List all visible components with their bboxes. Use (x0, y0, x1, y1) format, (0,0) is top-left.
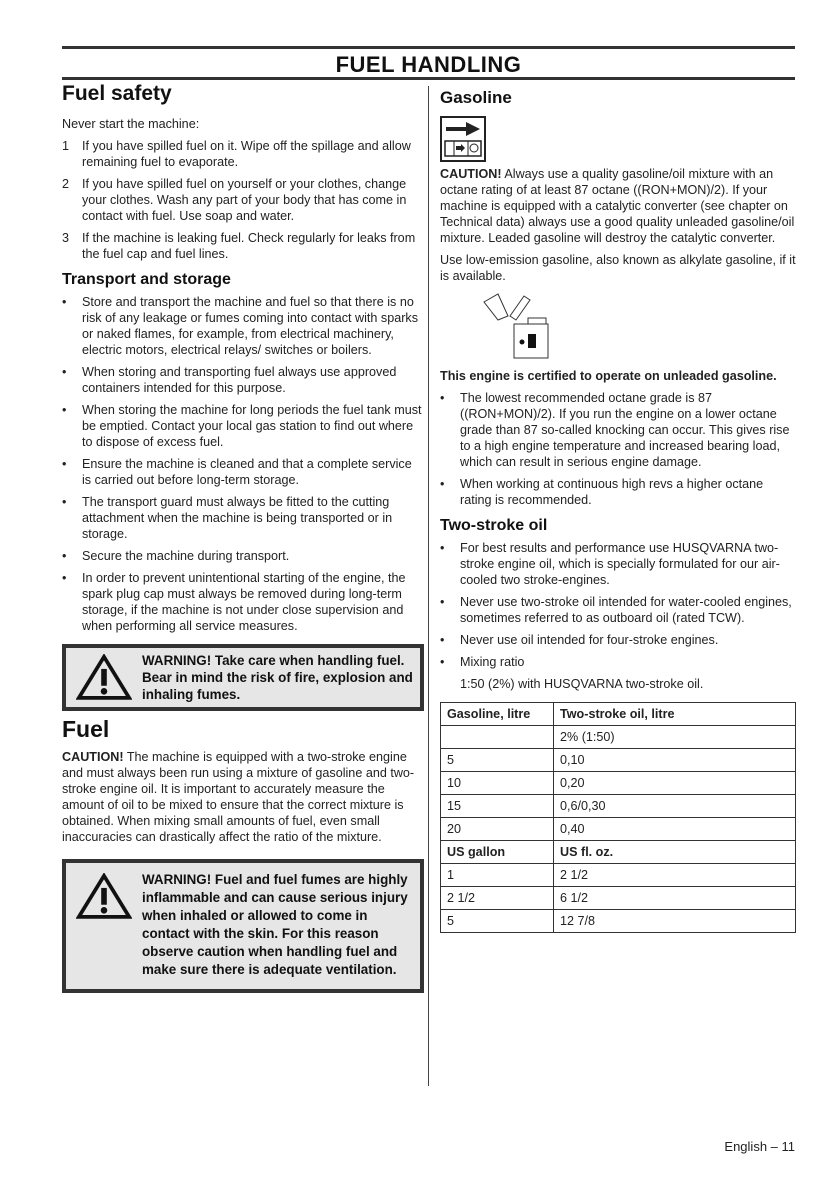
table-row (441, 887, 796, 910)
column-divider (428, 86, 429, 1086)
column-header: US gallon (441, 841, 554, 864)
transport-list (62, 294, 424, 634)
mixing-table (440, 702, 796, 933)
table-cell: 2% (1:50) (554, 726, 796, 749)
bullet: • (62, 495, 67, 509)
table-cell (441, 726, 554, 749)
header-rule-top (62, 46, 795, 49)
caution-label: CAUTION! (440, 167, 502, 181)
fuel-symbol-icon (440, 116, 486, 162)
list-item (440, 632, 796, 648)
table-row (441, 795, 796, 818)
warning-triangle-icon (76, 654, 132, 701)
table-header-row (441, 703, 796, 726)
warning-text: WARNING! Take care when handling fuel. Bear in mind the risk of fire, explosion and inhaling fumes. (142, 653, 413, 702)
fuel-heading: Fuel (62, 716, 110, 742)
bullet: • (62, 549, 67, 563)
table-cell: 2 1/2 (441, 887, 554, 910)
table-cell: 5 (441, 749, 554, 772)
table-cell: 1 (441, 864, 554, 887)
bullet: • (440, 391, 445, 405)
bullet: • (62, 365, 67, 379)
item-text: Ensure the machine is cleaned and that a complete service is carried out before long-term storage. (82, 457, 412, 487)
warning-triangle-icon (76, 873, 132, 920)
transport-heading: Transport and storage (62, 271, 231, 288)
two-stroke-heading: Two-stroke oil (440, 517, 548, 534)
low-emission-text: Use low-emission gasoline, also known as alkylate gasoline, if it is available. (440, 253, 796, 283)
list-item (62, 138, 424, 170)
item-text: When storing and transporting fuel always use approved containers intended for this purpose. (82, 365, 397, 395)
item-text: If the machine is leaking fuel. Check regularly for leaks from the fuel cap and fuel lines. (82, 231, 416, 261)
mixing-ratio-text: 1:50 (2%) with HUSQVARNA two-stroke oil. (460, 677, 704, 691)
item-text: Store and transport the machine and fuel so that there is no risk of any leakage or fumes coming into contact with sparks or naked flames, for example, from electrical machinery, electric motors, electrical relays/ switches or boilers. (82, 295, 418, 357)
table-cell: 20 (441, 818, 554, 841)
list-item (62, 294, 424, 358)
list-item (62, 494, 424, 542)
table-row (441, 818, 796, 841)
table-cell: 6 1/2 (554, 887, 796, 910)
item-text: Never use two-stroke oil intended for water-cooled engines, sometimes referred to as outboard oil (rated TCW). (460, 595, 792, 625)
fuel-safety-list (62, 138, 424, 262)
page-title: FUEL HANDLING (335, 52, 522, 77)
list-item (440, 390, 796, 470)
list-item (440, 594, 796, 626)
fuel-caution (62, 749, 424, 845)
caution-text: The machine is equipped with a two-stroke engine and must always been run using a mixture of gasoline and two-stroke engine oil. It is important to accurately measure the amount of oil to be mixed to ensure that the correct mixture is obtained. When mixing small amounts of fuel, even small inaccuracies can drastically affect the ratio of the mixture. (62, 750, 415, 844)
right-column (440, 90, 796, 933)
table-cell: 0,40 (554, 818, 796, 841)
caution-text: Always use a quality gasoline/oil mixture with an octane rating of at least 87 octane ((RON+MON)/2). If your machine is equipped with a catalytic converter (see chapter on Technical data) always use a good quality unleaded gasoline/oil mixture. Leaded gasoline will destroy the catalytic converter. (440, 167, 795, 245)
item-text: If you have spilled fuel on it. Wipe off the spillage and allow remaining fuel to evaporate. (82, 139, 411, 169)
bullet: • (440, 633, 445, 647)
warning-text: WARNING! Fuel and fuel fumes are highly inflammable and can cause serious injury when inhaled or allowed to come in contact with the skin. For this reason observe caution when handling fuel and make sure there is adequate ventilation. (142, 872, 408, 977)
list-item (440, 476, 796, 508)
page-number: English – 11 (724, 1139, 795, 1154)
gasoline-list (440, 390, 796, 508)
list-item (62, 230, 424, 262)
list-item (62, 364, 424, 396)
gasoline-caution (440, 166, 796, 246)
bullet: • (440, 595, 445, 609)
item-text: In order to prevent unintentional starting of the engine, the spark plug cap must always be removed during long-term storage, if the machine is not under close supervision and when performing all service measures. (82, 571, 406, 633)
item-text: The transport guard must always be fitted to the cutting attachment when the machine is being transported or in storage. (82, 495, 393, 541)
warning-box-fuel-handling (62, 644, 424, 711)
list-item (62, 176, 424, 224)
certified-text: This engine is certified to operate on unleaded gasoline. (440, 369, 777, 383)
list-item (62, 402, 424, 450)
table-cell: 0,20 (554, 772, 796, 795)
item-text: If you have spilled fuel on yourself or your clothes, change your clothes. Wash any part of your body that has come in contact with fuel. Use soap and water. (82, 177, 407, 223)
list-item (440, 540, 796, 588)
item-text: Mixing ratio (460, 655, 525, 669)
list-item (440, 654, 796, 670)
table-cell: 15 (441, 795, 554, 818)
bullet: • (62, 403, 67, 417)
item-text: When storing the machine for long periods the fuel tank must be emptied. Contact your local gas station to find out where to dispose of excess fuel. (82, 403, 422, 449)
two-stroke-list (440, 540, 796, 670)
caution-label: CAUTION! (62, 750, 124, 764)
item-number: 3 (62, 231, 70, 245)
item-text: For best results and performance use HUSQVARNA two-stroke engine oil, which is specially formulated for our air-cooled two stroke-engines. (460, 541, 780, 587)
bullet: • (440, 655, 445, 669)
bullet: • (62, 295, 67, 309)
bullet: • (62, 571, 67, 585)
table-subheader-row (441, 841, 796, 864)
bullet: • (62, 457, 67, 471)
table-row (441, 772, 796, 795)
column-header: Two-stroke oil, litre (554, 703, 796, 726)
column-header: US fl. oz. (554, 841, 796, 864)
list-item (62, 548, 424, 564)
item-text: When working at continuous high revs a higher octane rating is recommended. (460, 477, 764, 507)
warning-box-fumes (62, 859, 424, 993)
table-cell: 0,6/0,30 (554, 795, 796, 818)
table-row (441, 864, 796, 887)
item-text: Secure the machine during transport. (82, 549, 290, 563)
left-column (62, 82, 424, 1003)
bullet: • (440, 477, 445, 491)
table-cell: 12 7/8 (554, 910, 796, 933)
item-text: The lowest recommended octane grade is 87 ((RON+MON)/2). If you run the engine on a lower octane grade than 87 so-called knocking can occur. This gives rise to a high engine temperature and increased bearing load, which can result in serious engine damage. (460, 391, 790, 469)
header-rule-bottom (62, 77, 795, 80)
table-row (441, 726, 796, 749)
list-item (62, 570, 424, 634)
list-item (62, 456, 424, 488)
table-row (441, 749, 796, 772)
column-header: Gasoline, litre (441, 703, 554, 726)
item-number: 2 (62, 177, 70, 191)
table-cell: 0,10 (554, 749, 796, 772)
fuel-safety-intro: Never start the machine: (62, 117, 200, 131)
table-cell: 5 (441, 910, 554, 933)
fuel-safety-heading: Fuel safety (62, 82, 172, 105)
table-cell: 10 (441, 772, 554, 795)
bullet: • (440, 541, 445, 555)
fuel-can-mixing-icon (480, 290, 560, 360)
gasoline-heading: Gasoline (440, 88, 512, 107)
table-row (441, 910, 796, 933)
table-cell: 2 1/2 (554, 864, 796, 887)
item-text: Never use oil intended for four-stroke engines. (460, 633, 719, 647)
item-number: 1 (62, 139, 70, 153)
